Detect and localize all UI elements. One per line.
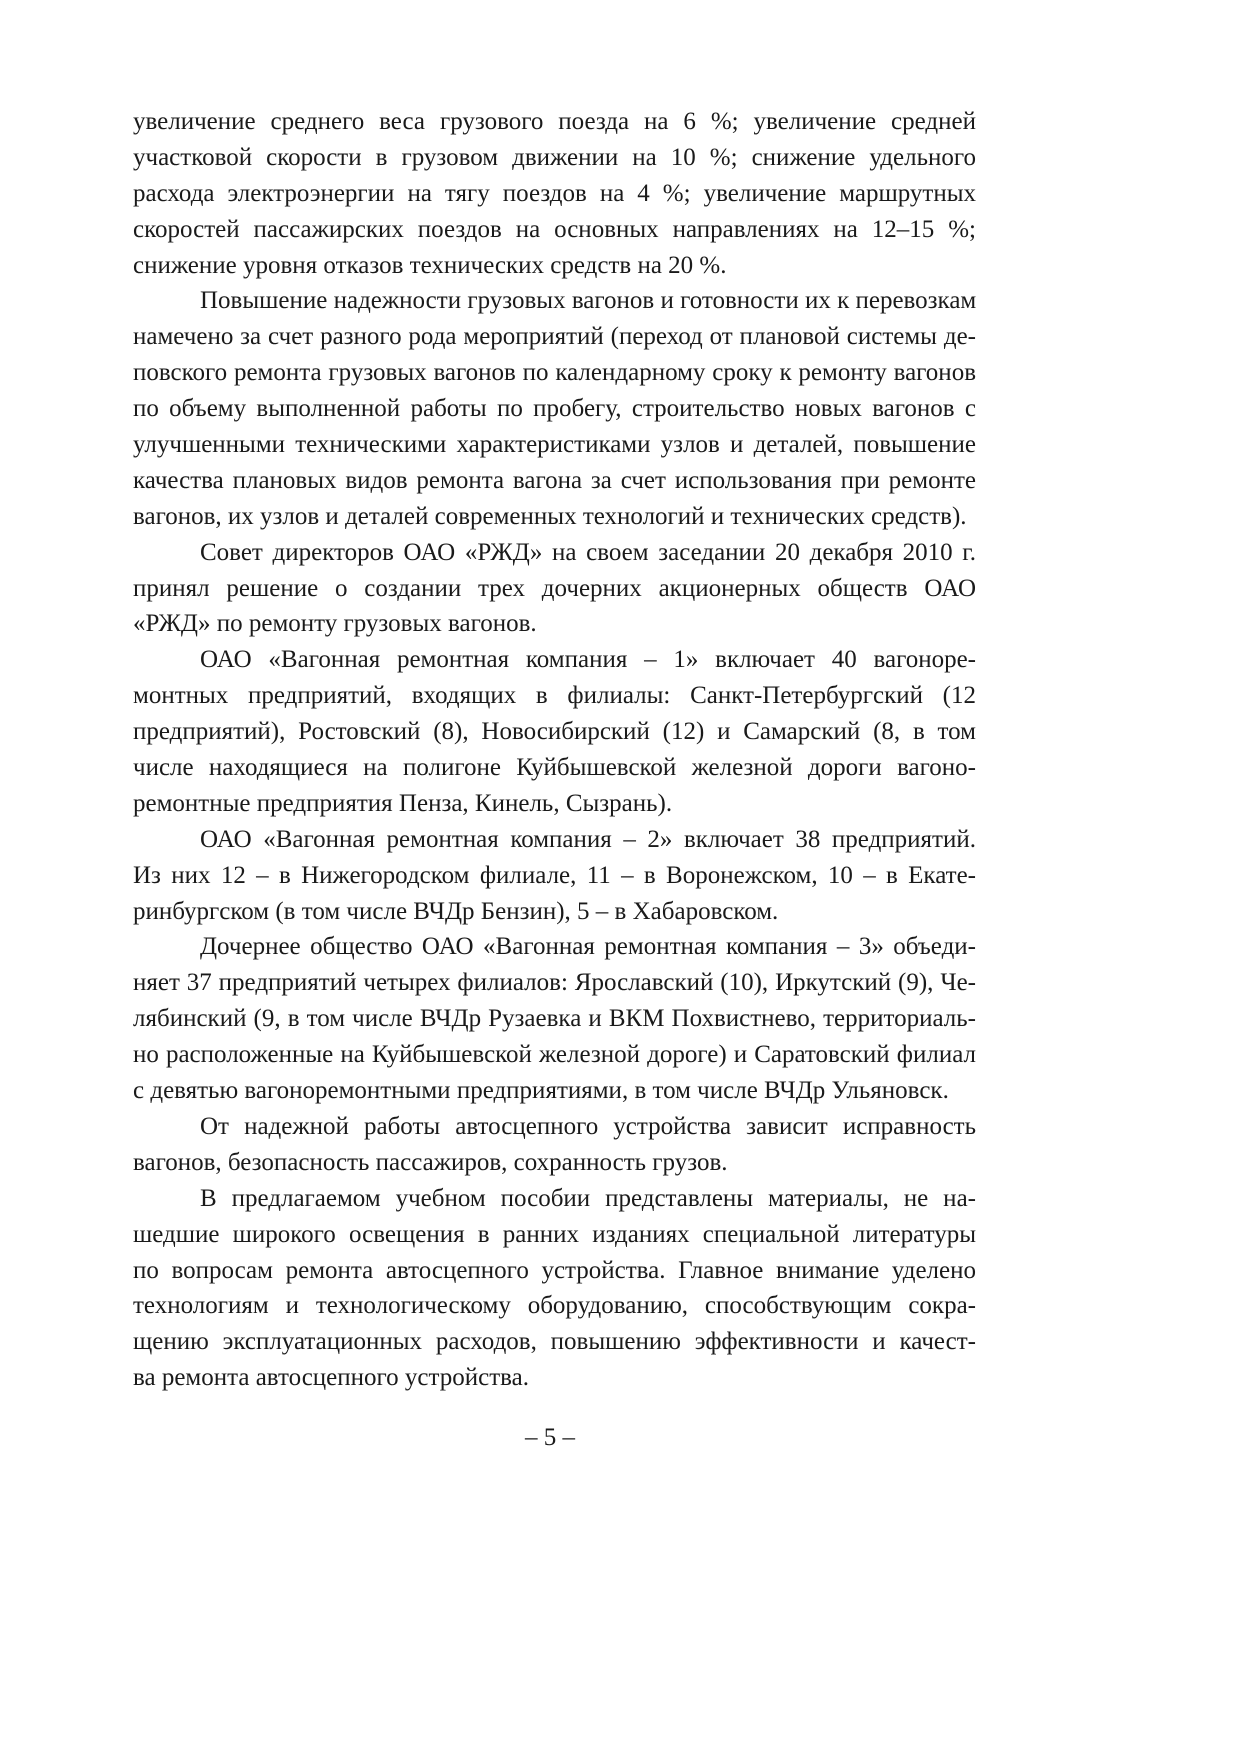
text-line: снижение уровня отказов технических средств на 20 %. <box>133 251 727 279</box>
text-line: ОАО «Вагонная ремонтная компания – 1» включает 40 вагоноре- <box>200 646 976 674</box>
text-line: числе находящиеся на полигоне Куйбышевской железной дороги вагоно- <box>133 754 976 782</box>
text-line: предприятий), Ростовский (8), Новосибирский (12) и Самарский (8, в том <box>133 718 976 746</box>
text-line: участковой скорости в грузовом движении на 10 %; снижение удельного <box>133 143 976 171</box>
text-line: качества плановых видов ремонта вагона за счет использования при ремонте <box>133 466 976 494</box>
paragraph <box>133 535 976 643</box>
text-line: повского ремонта грузовых вагонов по календарному сроку к ремонту вагонов <box>133 359 976 387</box>
text-line: ремонтные предприятия Пенза, Кинель, Сызрань). <box>133 789 673 817</box>
text-line: щению эксплуатационных расходов, повышению эффективности и качест- <box>133 1328 976 1356</box>
page-number: – 5 – <box>525 1424 575 1451</box>
paragraph <box>133 929 976 1108</box>
text-line: по объему выполненной работы по пробегу, строительство новых вагонов с <box>133 395 976 423</box>
text-line: расхода электроэнергии на тягу поездов на 4 %; увеличение маршрутных <box>133 179 976 207</box>
text-line: ринбургском (в том числе ВЧДр Бензин), 5 – в Хабаровском. <box>133 897 779 925</box>
paragraph <box>133 1109 976 1181</box>
text-line: монтных предприятий, входящих в филиалы: Санкт-Петербургский (12 <box>133 682 976 710</box>
text-line: няет 37 предприятий четырех филиалов: Ярославский (10), Иркутский (9), Че- <box>133 969 976 997</box>
text-line: ОАО «Вагонная ремонтная компания – 2» включает 38 предприятий. <box>200 825 976 853</box>
text-line: Совет директоров ОАО «РЖД» на своем заседании 20 декабря 2010 г. <box>200 538 976 566</box>
text-line: От надежной работы автосцепного устройства зависит исправность <box>200 1112 976 1140</box>
text-line: Дочернее общество ОАО «Вагонная ремонтная компания – 3» объеди- <box>200 933 976 961</box>
text-line: вагонов, безопасность пассажиров, сохранность грузов. <box>133 1148 728 1176</box>
text-line: «РЖД» по ремонту грузовых вагонов. <box>133 610 537 638</box>
text-line: ва ремонта автосцепного устройства. <box>133 1364 529 1392</box>
text-line: принял решение о создании трех дочерних акционерных обществ ОАО <box>133 574 976 602</box>
text-line: с девятью вагоноремонтными предприятиями, в том числе ВЧДр Ульяновск. <box>133 1077 949 1105</box>
paragraph <box>133 283 976 534</box>
paragraph <box>133 1181 976 1396</box>
paragraph <box>133 822 976 930</box>
text-line: Из них 12 – в Нижегородском филиале, 11 – в Воронежском, 10 – в Екате- <box>133 861 976 889</box>
text-line: намечено за счет разного рода мероприятий (переход от плановой системы де- <box>133 323 976 351</box>
body-text <box>133 104 976 1396</box>
text-line: но расположенные на Куйбышевской железной дороге) и Саратовский филиал <box>133 1041 976 1069</box>
text-line: увеличение среднего веса грузового поезда на 6 %; увеличение средней <box>133 108 976 135</box>
text-line: В предлагаемом учебном пособии представлены материалы, не на- <box>200 1184 976 1212</box>
text-line: улучшенными техническими характеристиками узлов и деталей, повышение <box>133 431 976 459</box>
paragraph <box>133 104 976 283</box>
paragraph <box>133 642 976 821</box>
text-line: скоростей пассажирских поездов на основных направлениях на 12–15 %; <box>133 215 976 243</box>
text-line: Повышение надежности грузовых вагонов и готовности их к перевозкам <box>200 287 977 315</box>
text-line: технологиям и технологическому оборудованию, способствующим сокра- <box>133 1292 976 1320</box>
text-line: лябинский (9, в том числе ВЧДр Рузаевка и ВКМ Похвистнево, территориаль- <box>133 1005 976 1033</box>
text-line: вагонов, их узлов и деталей современных технологий и технических средств). <box>133 502 967 530</box>
text-line: шедшие широкого освещения в ранних изданиях специальной литературы <box>133 1220 976 1248</box>
text-line: по вопросам ремонта автосцепного устройства. Главное внимание уделено <box>133 1256 976 1284</box>
